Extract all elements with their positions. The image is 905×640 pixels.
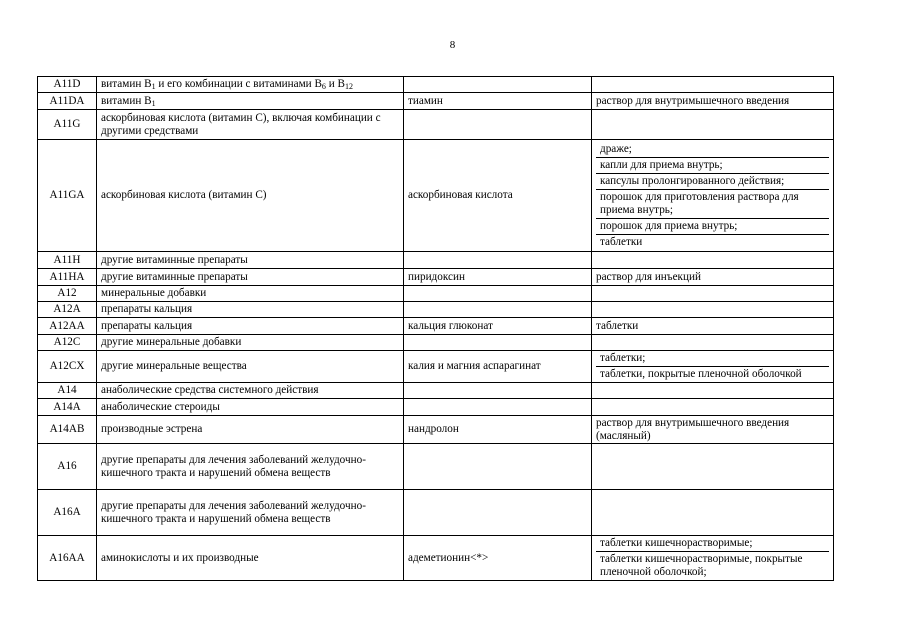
group-name-cell: другие препараты для лечения заболеваний желудочно-кишечного тракта и нарушений обмена веществ [97,444,404,490]
substance-cell [404,252,592,269]
dosage-form-cell [592,110,834,140]
dosage-form-item: драже; [596,142,829,158]
table-row [38,252,834,269]
table-row [38,77,834,93]
table-row [38,416,834,444]
substance-cell [404,302,592,318]
atc-code-cell: A12C [38,335,97,351]
atc-code-cell: A12CX [38,351,97,383]
group-name-cell: аскорбиновая кислота (витамин С), включая комбинации с другими средствами [97,110,404,140]
substance-cell [404,335,592,351]
atc-code-cell: A11GA [38,140,97,252]
table-row [38,351,834,383]
dosage-form-item: порошок для приема внутрь; [596,219,829,235]
table-row [38,269,834,286]
dosage-form-cell [592,252,834,269]
atc-code-cell: A12 [38,286,97,302]
dosage-form-cell: раствор для внутримышечного введения (масляный) [592,416,834,444]
atc-code-cell: A14 [38,383,97,399]
atc-code-cell: A14A [38,399,97,416]
dosage-form-item: капсулы пролонгированного действия; [596,174,829,190]
substance-cell [404,286,592,302]
atc-code-cell: A11HA [38,269,97,286]
substance-cell: калия и магния аспарагинат [404,351,592,383]
dosage-form-item: капли для приема внутрь; [596,158,829,174]
substance-cell: кальция глюконат [404,318,592,335]
group-name-cell: другие витаминные препараты [97,252,404,269]
group-name-cell: другие минеральные вещества [97,351,404,383]
table-row [38,110,834,140]
group-name-cell: препараты кальция [97,302,404,318]
table-row [38,335,834,351]
atc-code-cell: A11G [38,110,97,140]
group-name-cell: производные эстрена [97,416,404,444]
dosage-form-cell [592,490,834,536]
group-name-cell: аскорбиновая кислота (витамин С) [97,140,404,252]
dosage-form-cell [592,302,834,318]
table-row [38,536,834,581]
dosage-form-item: порошок для приготовления раствора для приема внутрь; [596,190,829,219]
dosage-form-item: таблетки, покрытые пленочной оболочкой [600,368,802,380]
dosage-form-cell: таблетки [592,318,834,335]
substance-cell [404,490,592,536]
dosage-form-cell: раствор для инъекций [592,269,834,286]
table-row [38,444,834,490]
atc-code-cell: A14AB [38,416,97,444]
table-row [38,93,834,110]
dosage-form-item: таблетки кишечнорастворимые, покрытые пленочной оболочкой; [600,553,803,578]
substance-cell [404,110,592,140]
substance-cell: нандролон [404,416,592,444]
dosage-form-item: таблетки кишечнорастворимые; [596,536,829,552]
group-name-cell: анаболические стероиды [97,399,404,416]
dosage-form-cell [592,140,834,252]
atc-code-cell: A12AA [38,318,97,335]
table-row [38,286,834,302]
dosage-form-item: таблетки [600,235,643,248]
substance-cell: адеметионин<*> [404,536,592,581]
substance-cell [404,399,592,416]
table-row [38,399,834,416]
group-name-cell: препараты кальция [97,318,404,335]
substance-cell: пиридоксин [404,269,592,286]
table-row [38,490,834,536]
dosage-form-cell [592,77,834,93]
group-name-cell: аминокислоты и их производные [97,536,404,581]
group-name-cell: другие препараты для лечения заболеваний желудочно-кишечного тракта и нарушений обмена веществ [97,490,404,536]
table-row [38,140,834,252]
substance-cell: тиамин [404,93,592,110]
dosage-form-cell [592,444,834,490]
table-row [38,318,834,335]
substance-cell: аскорбиновая кислота [404,140,592,252]
group-name-cell: витамин $B_1$ [97,93,404,110]
dosage-form-item: таблетки; [596,351,829,367]
group-name-cell: анаболические средства системного действия [97,383,404,399]
drug-table [37,76,834,581]
group-name-cell: минеральные добавки [97,286,404,302]
table-row [38,302,834,318]
dosage-form-cell [592,286,834,302]
dosage-form-cell: раствор для внутримышечного введения [592,93,834,110]
dosage-form-cell [592,351,834,383]
substance-cell [404,77,592,93]
atc-code-cell: A11D [38,77,97,93]
group-name-cell: другие минеральные добавки [97,335,404,351]
table-row [38,383,834,399]
group-name-cell: другие витаминные препараты [97,269,404,286]
group-name-cell: витамин $B_1$ и его комбинации с витаминами $B_6$ и $B_{12}$ [97,77,404,93]
atc-code-cell: A12A [38,302,97,318]
dosage-form-cell [592,399,834,416]
atc-code-cell: A16AA [38,536,97,581]
dosage-form-cell [592,335,834,351]
substance-cell [404,444,592,490]
atc-code-cell: A16A [38,490,97,536]
substance-cell [404,383,592,399]
dosage-form-cell [592,536,834,581]
atc-code-cell: A11H [38,252,97,269]
atc-code-cell: A11DA [38,93,97,110]
page-number: 8 [449,39,456,51]
dosage-form-cell [592,383,834,399]
atc-code-cell: A16 [38,444,97,490]
